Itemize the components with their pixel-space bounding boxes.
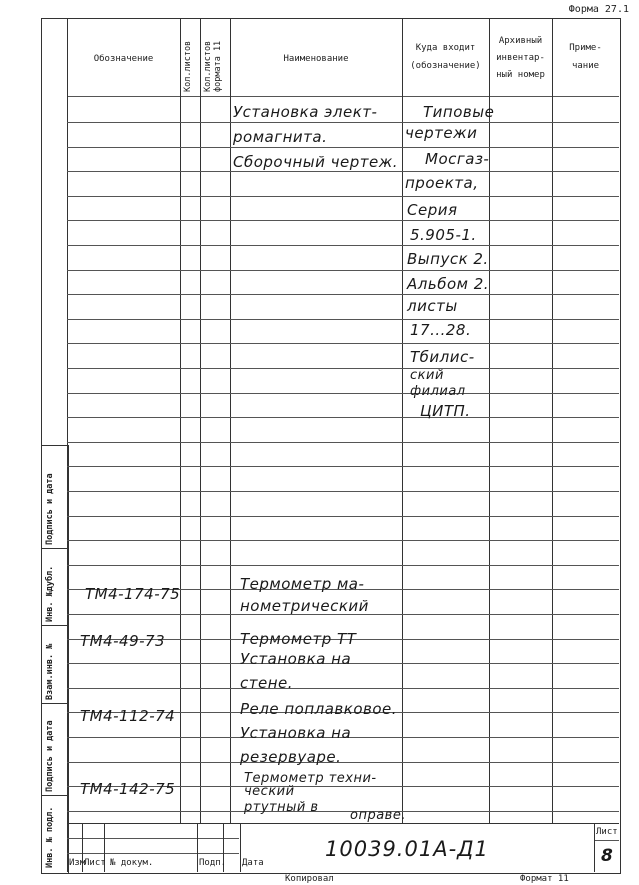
where-line: Мосгаз- xyxy=(425,150,490,168)
title-col-izm: Изм xyxy=(69,858,86,868)
name-line: стене. xyxy=(240,674,294,692)
name-line: Термометр ма- xyxy=(240,575,365,593)
row-line xyxy=(67,171,619,172)
name-line: нометрический xyxy=(240,597,369,615)
where-line: Типовые xyxy=(423,103,495,121)
row-line xyxy=(67,762,619,763)
title-col-doc: № докум. xyxy=(110,858,154,868)
side-label-sign-date: Подпись и дата xyxy=(45,473,55,545)
col-line xyxy=(552,18,553,823)
side-label-replace-inv: Взам.инв. № xyxy=(45,643,55,700)
document-code: 10039.01А-Д1 xyxy=(325,837,489,861)
side-divider xyxy=(41,625,67,626)
row-line xyxy=(67,417,619,418)
name-line: ртутный в xyxy=(244,800,319,815)
where-line: 5.905-1. xyxy=(410,226,477,244)
designation-cell: ТМ4-112-74 xyxy=(80,707,176,725)
header-designation: Обозначение xyxy=(93,54,154,64)
name-line: Реле поплавковое. xyxy=(240,700,398,718)
side-divider xyxy=(41,795,67,796)
row-line xyxy=(67,688,619,689)
designation-cell: ТМ4-142-75 xyxy=(80,780,176,798)
footer-format: Формат 11 xyxy=(520,874,569,884)
col-line xyxy=(200,18,201,823)
side-label-sign-date-2: Подпись и дата xyxy=(45,720,55,792)
designation-cell: ТМ4-174-75 xyxy=(85,585,181,603)
row-line xyxy=(67,368,619,369)
row-line xyxy=(67,294,619,295)
col-line xyxy=(230,18,231,823)
row-line xyxy=(67,270,619,271)
header-archive-3: ный номер xyxy=(496,70,545,80)
side-divider xyxy=(41,703,67,704)
where-line: проекта, xyxy=(405,174,479,192)
title-col-sign: Подп. xyxy=(199,858,227,868)
header-bottom-line xyxy=(67,96,619,97)
row-line xyxy=(67,442,619,443)
header-archive-1: Архивный xyxy=(498,36,543,46)
title-block-mid xyxy=(67,838,239,839)
where-line: ЦИТП. xyxy=(420,402,471,420)
title-col-list: Лист xyxy=(84,858,106,868)
header-qty-format11: Кол.листов формата 11 xyxy=(203,40,223,92)
title-col-date: Дата xyxy=(242,858,264,868)
row-line xyxy=(67,122,619,123)
row-line xyxy=(67,491,619,492)
form-label: Форма 27.1 xyxy=(568,4,629,15)
col-line xyxy=(489,18,490,823)
name-line: Термометр ТТ xyxy=(240,630,357,648)
name-line: Сборочный чертеж. xyxy=(233,153,398,171)
name-line: ческий xyxy=(244,784,295,799)
where-line: Тбилис- xyxy=(410,348,475,366)
title-block-top xyxy=(67,823,619,824)
row-line xyxy=(67,811,619,812)
where-line: листы xyxy=(407,297,458,315)
header-where-2: (обозначение) xyxy=(410,61,481,71)
row-line xyxy=(67,393,619,394)
name-line: Термометр техни- xyxy=(244,771,377,786)
name-line: ромагнита. xyxy=(233,128,328,146)
name-line: Установка элект- xyxy=(233,103,378,121)
row-line xyxy=(67,220,619,221)
row-line xyxy=(67,516,619,517)
where-line: чертежи xyxy=(405,124,478,142)
name-line: оправе. xyxy=(350,808,406,823)
row-line xyxy=(67,147,619,148)
where-line: ский xyxy=(410,368,444,383)
side-label-dup-inv: Инв. №дубл. xyxy=(45,565,55,622)
header-where-1: Куда входит xyxy=(415,43,476,53)
where-line: филиал xyxy=(410,384,466,399)
sheet-label: Лист xyxy=(596,827,618,837)
where-line: Серия xyxy=(407,201,458,219)
title-col xyxy=(197,823,198,872)
header-name: Наименование xyxy=(283,54,349,64)
row-line xyxy=(67,245,619,246)
title-block-mid xyxy=(67,853,239,854)
designation-cell: ТМ4-49-73 xyxy=(80,632,166,650)
footer-copied: Копировал xyxy=(285,874,334,884)
header-note-2: чание xyxy=(571,61,600,71)
header-archive-2: инвентар- xyxy=(496,53,545,63)
sheet-divider xyxy=(594,840,619,841)
name-line: Установка на xyxy=(240,650,352,668)
col-line xyxy=(180,18,181,823)
where-line: 17...28. xyxy=(410,321,472,339)
name-line: резервуаре. xyxy=(240,748,342,766)
side-divider xyxy=(41,548,67,549)
side-label-orig-inv: Инв. № подл. xyxy=(45,806,55,868)
title-col xyxy=(240,823,241,872)
where-line: Выпуск 2. xyxy=(407,250,489,268)
header-note-1: Приме- xyxy=(569,43,602,53)
name-line: Установка на xyxy=(240,724,352,742)
row-line xyxy=(67,319,619,320)
row-line xyxy=(67,466,619,467)
title-col xyxy=(594,823,595,872)
row-line xyxy=(67,196,619,197)
header-qty-sheets: Кол.листов xyxy=(183,40,193,92)
col-line xyxy=(402,18,403,823)
sheet-number: 8 xyxy=(601,846,614,866)
where-line: Альбом 2. xyxy=(407,275,490,293)
row-line xyxy=(67,540,619,541)
row-line xyxy=(67,343,619,344)
row-line xyxy=(67,565,619,566)
